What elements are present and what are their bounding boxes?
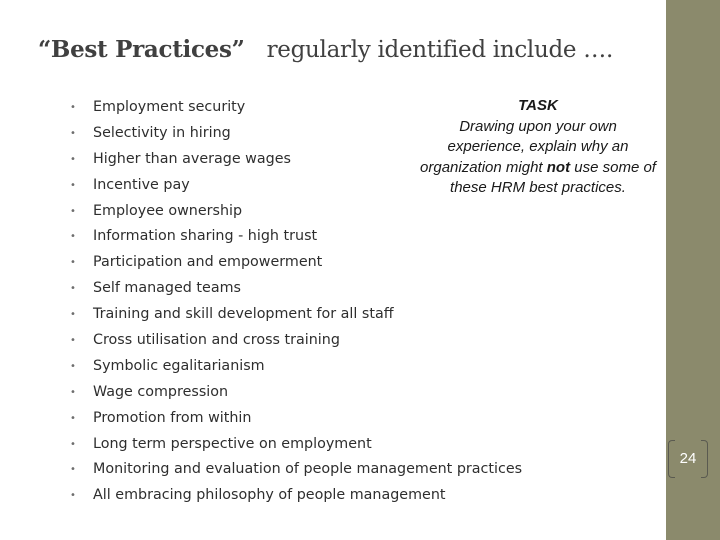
bullet-icon: • (70, 102, 76, 113)
list-item-label: Selectivity in hiring (93, 124, 231, 141)
bullet-icon: • (70, 386, 76, 398)
task-text-end: use some of these HRM best practices. (450, 158, 656, 196)
bullet-icon: • (70, 412, 76, 424)
list-item (70, 457, 522, 483)
bullet-icon: • (70, 335, 76, 347)
list-item (70, 432, 522, 458)
list-item-label: Symbolic egalitarianism (93, 357, 265, 374)
list-item (70, 328, 522, 354)
list-item-label: Wage compression (93, 383, 229, 400)
list-item-label: Cross utilisation and cross training (93, 332, 340, 349)
page-number: 24 (679, 450, 697, 467)
list-item-label: Participation and empowerment (93, 254, 323, 271)
bullet-icon: • (70, 231, 76, 243)
task-text (420, 117, 656, 199)
bullet-icon: • (70, 490, 76, 502)
bullet-icon: • (70, 438, 76, 450)
bullet-icon: • (70, 205, 76, 217)
title-regular-part: regularly identified include …. (266, 37, 613, 63)
slide-title (38, 36, 613, 63)
list-item (70, 224, 522, 250)
list-item (70, 354, 522, 380)
list-item-label: Promotion from within (93, 409, 252, 426)
list-item-label: Higher than average wages (93, 150, 291, 167)
page-number-badge (668, 440, 708, 478)
list-item-label: Long term perspective on employment (93, 435, 372, 452)
list-item-label: Incentive pay (93, 176, 190, 193)
list-item (70, 302, 522, 328)
list-item-label: Employment security (93, 99, 246, 115)
list-item (70, 380, 522, 406)
task-text-emphasis: not (546, 158, 571, 176)
bullet-icon: • (70, 127, 76, 139)
bullet-icon: • (70, 153, 76, 165)
list-item (70, 276, 522, 302)
list-item-label: Self managed teams (93, 280, 241, 297)
bullet-icon: • (70, 257, 76, 269)
title-bold-part: “Best Practices” (38, 36, 245, 63)
list-item (70, 199, 522, 225)
list-item (70, 406, 522, 432)
task-box (420, 96, 656, 199)
list-item (70, 483, 522, 509)
task-title: TASK (518, 97, 558, 114)
task-text-start: Drawing upon your own experience, explain why an organization might (420, 117, 629, 176)
list-item (70, 250, 522, 276)
list-item-label: Information sharing - high trust (93, 228, 318, 245)
list-item-label: Employee ownership (93, 202, 243, 219)
list-item-label: Training and skill development for all staff (93, 306, 394, 323)
bullet-icon: • (70, 309, 76, 321)
list-item-label: Monitoring and evaluation of people management practices (93, 461, 523, 478)
list-item-label: All embracing philosophy of people management (93, 487, 446, 504)
bullet-icon: • (70, 283, 76, 295)
bullet-icon: • (70, 179, 76, 191)
bullet-icon: • (70, 360, 76, 372)
bullet-icon: • (70, 464, 76, 476)
